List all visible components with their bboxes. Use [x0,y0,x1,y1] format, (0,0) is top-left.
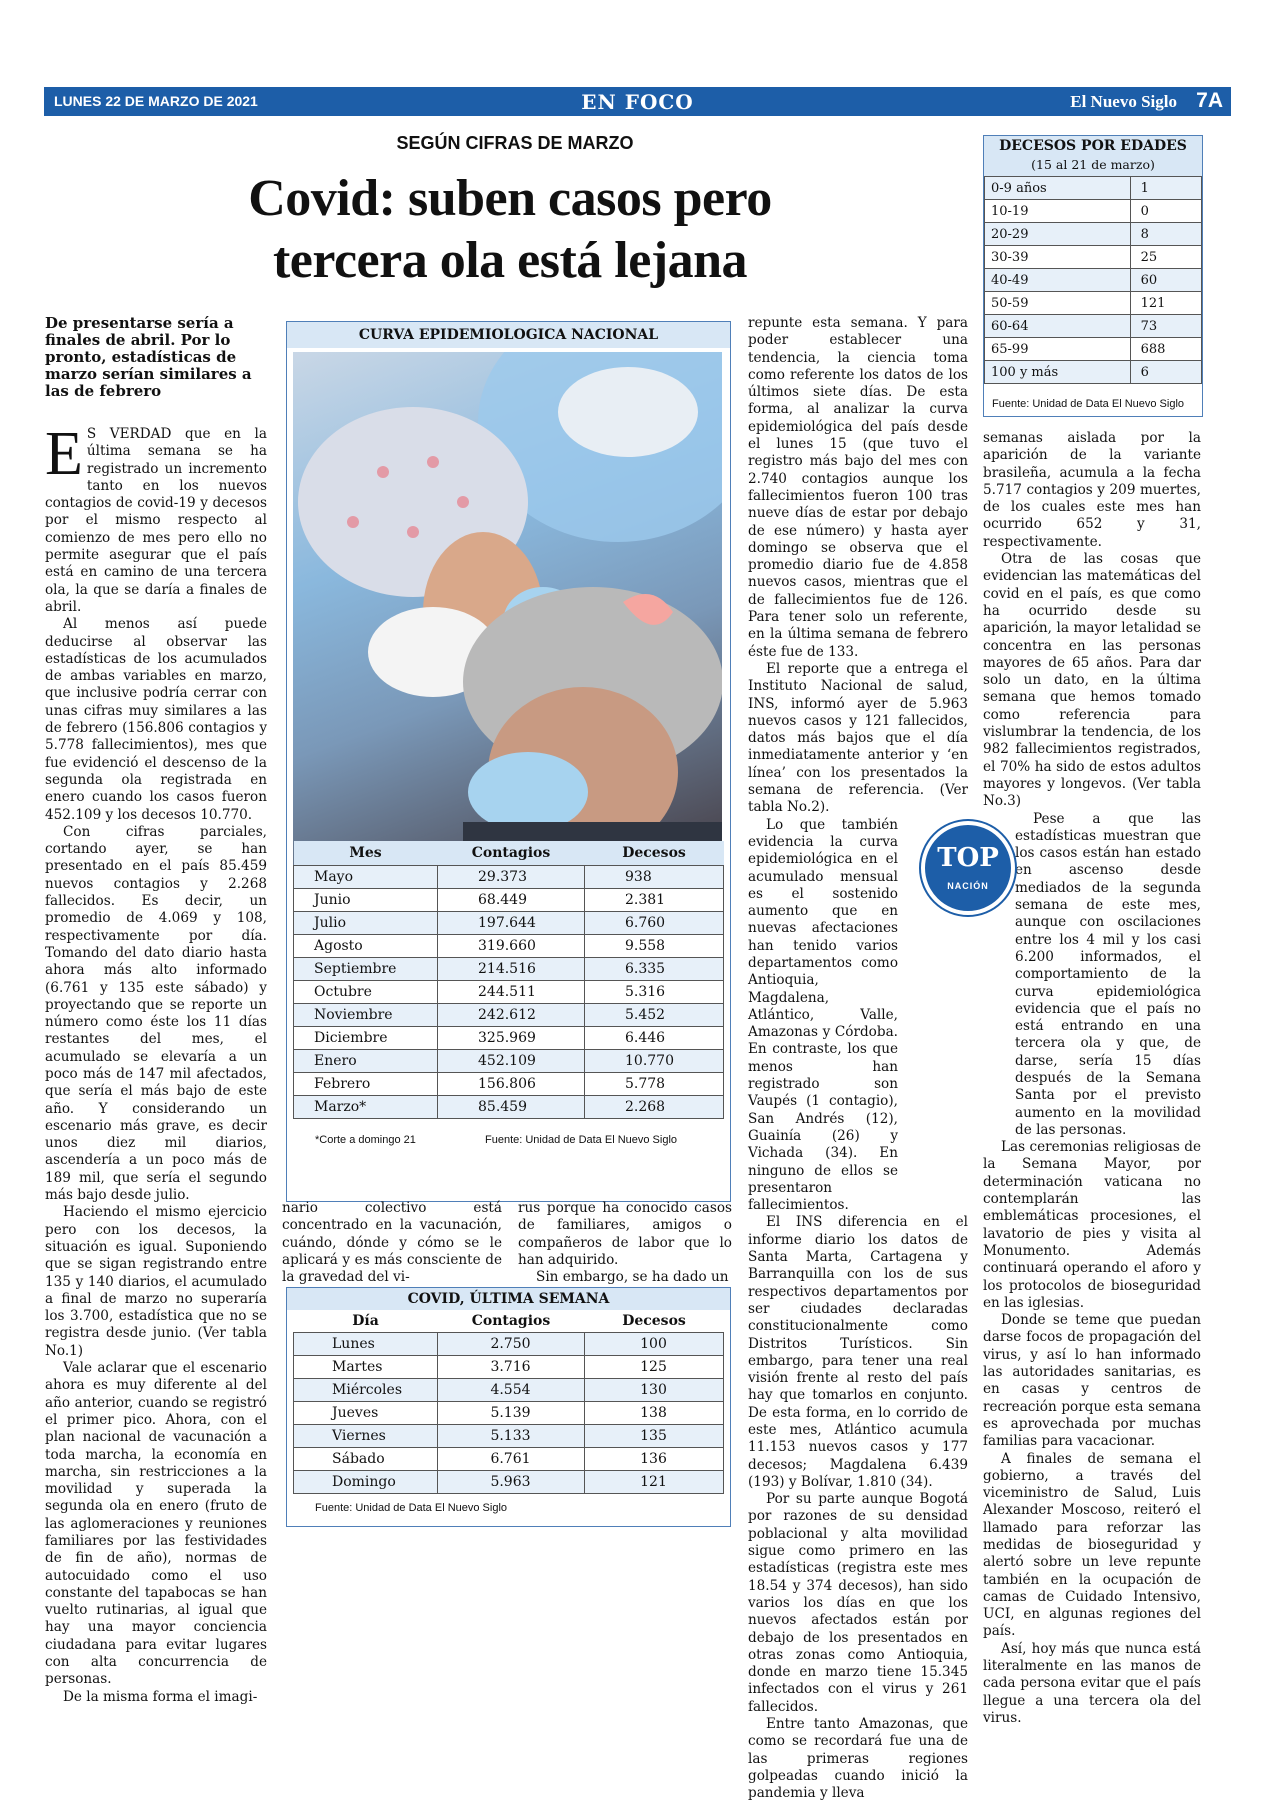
table-cell: Septiembre [294,957,438,980]
table-row [294,1447,724,1470]
table-cell: 85.459 [438,1095,585,1118]
table-row [985,223,1202,246]
health-workers-photo [293,352,722,873]
table-cell: Marzo* [294,1095,438,1118]
table-cell: 136 [585,1447,724,1470]
week-table-title: COVID, ÚLTIMA SEMANA [287,1288,730,1310]
table-cell: 5.963 [438,1470,585,1493]
table-cell: 125 [585,1355,724,1378]
table-cell: 65-99 [985,338,1131,361]
monthly-source: Fuente: Unidad de Data El Nuevo Siglo [485,1134,678,1146]
article-paragraph: Haciendo el mismo ejercicio pero con los decesos, la situación es igual. Suponiendo que se sigan registrando entre 135 y 140 diarios, el acumulado a final de marzo no superaría los 3.700, estadística que no se registra desde junio. (Ver tabla No.1) [45,1204,267,1359]
table-row [294,1355,724,1378]
table-cell: 100 y más [985,361,1131,384]
issue-date: LUNES 22 DE MARZO DE 2021 [54,93,258,109]
table-cell: 6.446 [585,1026,724,1049]
article-column-4 [748,315,968,1803]
article-paragraph: Al menos así puede deducirse al observar las estadísticas de los acumulados de ambas variables en marzo, que inclusive podría cerrar con unas cifras muy similares a las de febrero (156.806 contagios y 5.778 fallecimientos), mes que fue evidenció el descenso de la segunda ola registrada en enero cuando los casos fueron 452.109 y los decesos 10.770. [45,616,267,823]
table-row [294,865,724,888]
monthly-table-title: CURVA EPIDEMIOLOGICA NACIONAL [287,322,730,348]
table-row [294,1026,724,1049]
table-row [294,911,724,934]
table-cell: Viernes [294,1424,438,1447]
table-cell: 29.373 [438,865,585,888]
table-cell: 130 [585,1378,724,1401]
table-row [294,1095,724,1118]
table-cell: Octubre [294,980,438,1003]
table-row [985,269,1202,292]
headline-line-1: Covid: suben casos pero [248,170,772,227]
article-kicker: SEGÚN CIFRAS DE MARZO [396,133,634,153]
table-cell: 50-59 [985,292,1131,315]
article-paragraph: El INS diferencia en el informe diario los datos de Santa Marta, Cartagena y Barranquilla con los de sus respectivos departamentos por ser ciudades declaradas constitucionalmente como Distritos Turísticos. Sin embargo, para tener una real visión frente al resto del país hay que tomarlos en conjunto. De esta forma, en lo corrido de este mes, Atlántico acumula 11.153 nuevos casos y 177 decesos; Magdalena 6.439 (193) y Bolívar, 1.810 (34). [748,1214,968,1490]
table-row [294,888,724,911]
table-row [294,957,724,980]
article-lead: De presentarse sería a finales de abril. Por lo pronto, estadísticas de marzo serían similares a las de febrero [45,314,252,400]
article-paragraph: semanas aislada por la aparición de la variante brasileña, acumula a la fecha 5.717 contagios y 209 muertes, de los cuales este mes han ocurrido 652 y 31, respectivamente. [983,430,1201,550]
monthly-data-table [293,841,724,1119]
article-paragraph: Así, hoy más que nunca está literalmente en las manos de cada persona evitar que el país llegue a una tercera ola del virus. [983,1640,1201,1726]
table-cell: 0-9 años [985,177,1131,200]
table-cell: Noviembre [294,1003,438,1026]
article-paragraph: Las ceremonias religiosas de la Semana Mayor, por determinación vaticana no contemplarán las emblemáticas procesiones, el lavatorio de pies y visita al Monumento. Además continuará operando el aforo y los protocolos de bioseguridad en las iglesias. [983,1139,1201,1311]
table-cell: 6.760 [585,911,724,934]
table-cell: 6 [1130,361,1201,384]
headline-line-2: tercera ola está lejana [272,232,748,289]
table-cell: 5.452 [585,1003,724,1026]
deaths-by-age-box [983,135,1203,417]
table-cell: 9.558 [585,934,724,957]
col-header-deaths: Decesos [622,1312,686,1329]
article-paragraph: Vale aclarar que el escenario ahora es muy diferente al del año anterior, cuando se registró el primer pico. Ahora, con el plan nacional de vacunación a toda marcha, la economía en marcha, sin restricciones a la movilidad y superada la segunda ola en enero (fruto de las aglomeraciones y reuniones familiares por las festividades de fin de año), normas de autocuidado como el uso constante del tapabocas se han vuelto rutinarias, al igual que hay una mayor conciencia ciudadana para evitar lugares con alta concurrencia de personas. [45,1360,267,1688]
table-cell: 8 [1130,223,1201,246]
table-row [985,361,1202,384]
table-cell: 60 [1130,269,1201,292]
table-row [294,1401,724,1424]
top-nacion-badge [921,821,1015,915]
article-paragraph: Donde se teme que puedan darse focos de propagación del virus, y así lo han informado las autoridades sanitarias, es en casas y centros de recreación porque esta semana es aprovechada por muchas familias para vacacionar. [983,1312,1201,1450]
table-row [985,177,1202,200]
article-paragraph: nario colectivo está concentrado en la vacunación, cuándo, dónde y cómo se le aplicará y es más consciente de la gravedad del vi- [282,1200,502,1286]
table-cell: 5.778 [585,1072,724,1095]
monthly-curve-box [286,321,731,1202]
table-row [294,1378,724,1401]
table-cell: 138 [585,1401,724,1424]
table-row [294,1049,724,1072]
week-source: Fuente: Unidad de Data El Nuevo Siglo [315,1502,508,1514]
table-cell: Lunes [294,1332,438,1355]
table-cell: 2.750 [438,1332,585,1355]
article-paragraph: Sin embargo, se ha dado un [536,1269,729,1286]
article-paragraph: repunte esta semana. Y para poder establecer una tendencia, la ciencia toma como referente los datos de los últimos siete días. De esta forma, al analizar la curva epidemiológica del país desde el lunes 15 (que tuvo el registro más bajo del mes con 2.740 contagios aunque los fallecimientos fueron 100 tras nueve días de estar por debajo de ese número) y hasta ayer domingo se observa que el promedio diario fue de 4.858 nuevos casos, mientras que el de fallecimientos fue de 126. Para tener solo un referente, en la última semana de febrero éste fue de 133. [748,315,968,660]
table-cell: 10-19 [985,200,1131,223]
article-paragraph: Otra de las cosas que evidencian las matemáticas del covid en el país, es que como ha ocurrido desde su aparición, la mayor letalidad se concentra en las personas mayores de 65 años. Para dar solo un dato, en la última semana que hemos tomado como referencia para vislumbrar la tendencia, de los 982 fallecimientos registrados, el 70% ha sido de estos adultos mayores y longevos. (Ver tabla No.3) [983,551,1201,810]
table-cell: 197.644 [438,911,585,934]
page-number: 7A [1196,89,1223,112]
article-column-5 [983,430,1201,1727]
table-row [985,246,1202,269]
badge-sub-label: NACIÓN [947,881,989,891]
ages-data-table [984,176,1202,384]
table-cell: Domingo [294,1470,438,1493]
table-cell: Febrero [294,1072,438,1095]
article-column-2-bottom [282,1200,502,1286]
table-cell: Agosto [294,934,438,957]
table-cell: Julio [294,911,438,934]
article-paragraph: El reporte que a entrega el Instituto Nacional de salud, INS, informó ayer de 5.963 nuevos casos y 121 fallecidos, datos más bajos que el día inmediatamente anterior y ‘en línea’ con los presentados la semana de referencia. (Ver tabla No.2). [748,660,968,816]
table-row [294,980,724,1003]
table-cell: 20-29 [985,223,1131,246]
table-row [985,200,1202,223]
article-column-1 [45,420,267,1706]
table-cell: 1 [1130,177,1201,200]
table-row [294,1072,724,1095]
table-cell: Junio [294,888,438,911]
article-paragraph: E S VERDAD que en la última semana se ha registrado un incremento tanto en los nuevos contagios de covid-19 y decesos por el mismo respecto al comienzo de mes pero ello no permite asegurar que el país está en camino de una tercera ola, la que se daría a finales de abril. [45,420,267,615]
table-cell: Jueves [294,1401,438,1424]
col-header-cases: Contagios [471,1312,551,1329]
article-paragraph: A finales de semana el gobierno, a través del viceministro de Salud, Luis Alexander Moscoso, reiteró el llamado para reforzar las medidas de bioseguridad y alertó sobre un leve repunte también en la ocupación de camas de Cuidado Intensivo, UCI, en algunas regiones del país. [983,1450,1201,1640]
table-row [985,338,1202,361]
table-cell: 5.316 [585,980,724,1003]
table-cell: 10.770 [585,1049,724,1072]
table-row [294,1424,724,1447]
table-cell: 30-39 [985,246,1131,269]
section-name: EN FOCO [581,90,694,114]
table-cell: 6.335 [585,957,724,980]
section-header-bar [44,87,1231,116]
table-cell: 938 [585,865,724,888]
table-cell: 214.516 [438,957,585,980]
ages-source: Fuente: Unidad de Data El Nuevo Siglo [992,398,1185,410]
table-row [985,292,1202,315]
table-cell: 2.381 [585,888,724,911]
table-cell: 60-64 [985,315,1131,338]
table-cell: 121 [1130,292,1201,315]
table-cell: 6.761 [438,1447,585,1470]
article-paragraph: Entre tanto Amazonas, que como se recordará fue una de las primeras regiones golpeadas cuando inició la pandemia y lleva [748,1716,968,1802]
table-cell: Martes [294,1355,438,1378]
table-cell: 5.133 [438,1424,585,1447]
table-cell: Diciembre [294,1026,438,1049]
last-week-box [286,1287,731,1527]
col-header-deaths: Decesos [622,844,686,861]
monthly-footnote: *Corte a domingo 21 [315,1134,416,1146]
table-row [985,315,1202,338]
table-row [294,934,724,957]
week-data-table [293,1310,724,1494]
table-row [294,1332,724,1355]
table-cell: 121 [585,1470,724,1493]
table-cell: 68.449 [438,888,585,911]
ages-table-title: DECESOS POR EDADES [984,136,1202,156]
article-paragraph: De la misma forma el imagi- [63,1688,258,1705]
col-header-month: Mes [349,844,382,861]
masthead-logo: El Nuevo Siglo [1070,92,1177,111]
table-cell: 40-49 [985,269,1131,292]
table-cell: 100 [585,1332,724,1355]
article-paragraph: rus porque ha conocido casos de familiares, amigos o compañeros de labor que lo han adquirido. [518,1200,732,1268]
table-cell: 319.660 [438,934,585,957]
table-cell: 2.268 [585,1095,724,1118]
col-header-cases: Contagios [471,844,551,861]
article-paragraph: Con cifras parciales, cortando ayer, se han presentado en el país 85.459 nuevos contagios y 2.268 fallecidos. Es decir, un promedio de 4.069 y 108, respectivamente por día. Tomando del dato diario hasta ahora más alto informado (6.761 y 135 este sábado) y proyectando que se reporte un número como éste los 11 días restantes del mes, el acumulado se elevaría a un poco más de 147 mil afectados, que sería el más bajo de este año. Y considerando un escenario más grave, es decir unos diez mil diarios, ascendería a un poco más de 189 mil, que sería el segundo más bajo desde julio. [45,823,267,1204]
photo-illustration [293,352,722,873]
ages-table-subtitle: (15 al 21 de marzo) [984,156,1202,176]
col-header-day: Día [352,1312,379,1329]
article-paragraph: Lo que también evidencia la curva epidemiológica en el acumulado mensual es el sostenido aumento que en nuevas afectaciones han tenido varios departamentos como Antioquia, Magdalena, Atlántico, Valle, Amazonas y Córdoba. En contraste, los que menos han registrado son Vaupés (1 contagio), San Andrés (12), Guainía (26) y Vichada (34). En ninguno de ellos se presentaron fallecimientos. [748,816,898,1214]
table-cell: 325.969 [438,1026,585,1049]
table-row [294,1003,724,1026]
table-cell: 0 [1130,200,1201,223]
table-cell: 135 [585,1424,724,1447]
table-cell: 73 [1130,315,1201,338]
table-cell: Enero [294,1049,438,1072]
table-row [294,1470,724,1493]
table-cell: 244.511 [438,980,585,1003]
badge-top-label: TOP [937,843,999,873]
table-cell: Miércoles [294,1378,438,1401]
article-paragraph: Por su parte aunque Bogotá por razones de su densidad poblacional y alta movilidad sigue como primero en las estadísticas (registra este mes 18.54 y 374 decesos), han sido varios los días en que los nuevos afectados están por debajo de los presentados en otras zonas como Antioquia, donde en marzo tiene 15.345 infectados con el virus y 261 fallecidos. [748,1491,968,1715]
table-cell: 452.109 [438,1049,585,1072]
table-cell: 688 [1130,338,1201,361]
article-headline [210,168,810,292]
table-cell: 25 [1130,246,1201,269]
table-cell: 4.554 [438,1378,585,1401]
table-cell: 156.806 [438,1072,585,1095]
table-cell: 242.612 [438,1003,585,1026]
table-cell: 3.716 [438,1355,585,1378]
table-cell: Sábado [294,1447,438,1470]
table-cell: 5.139 [438,1401,585,1424]
article-column-3-bottom [518,1200,732,1286]
article-paragraph: Pese a que las estadísticas muestran que los casos están han estado en ascenso desde mediados de la segunda semana de este mes, aunque con oscilaciones entre los 4 mil y los casi 6.200 informados, el comportamiento de la curva epidemiológica evidencia que el país no está entrando en una tercera ola y que, de darse, sería 15 días después de la Semana Santa por el previsto aumento en la movilidad de las personas. [1015,810,1201,1138]
table-cell: Mayo [294,865,438,888]
drop-cap: E [45,420,83,488]
